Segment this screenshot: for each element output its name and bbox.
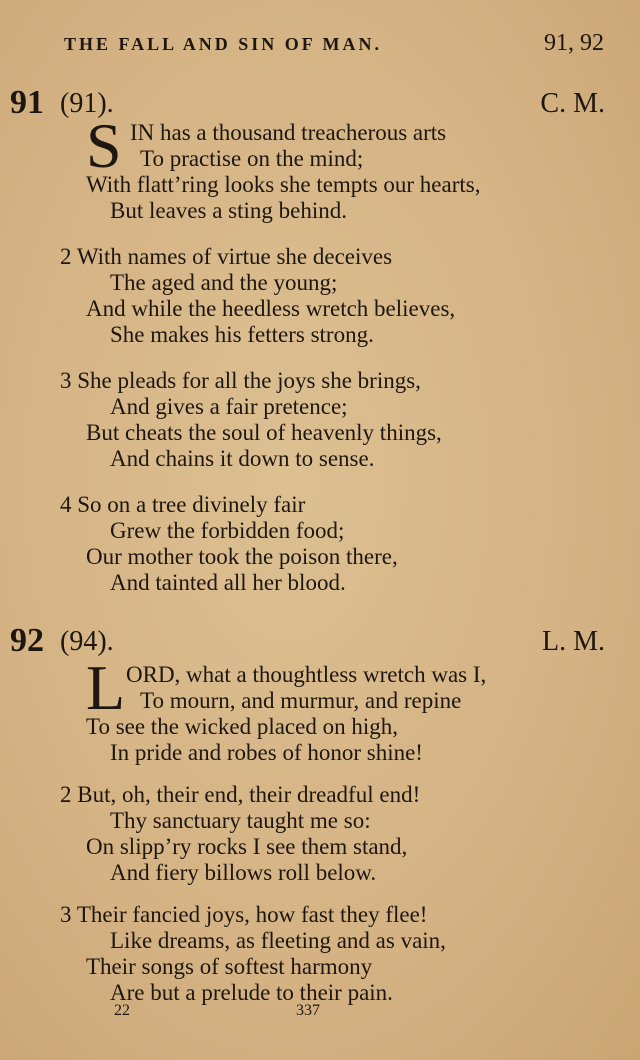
hymn-meter: L. M.	[542, 626, 605, 657]
verse-line: 4 So on a tree divinely fair	[60, 492, 306, 517]
verse-line: 3 Their fancied joys, how fast they flee!	[60, 902, 428, 927]
verse-line: To see the wicked placed on high,	[86, 714, 398, 739]
verse-line: The aged and the young;	[110, 270, 338, 295]
verse-line: And while the heedless wretch believes,	[86, 296, 456, 321]
running-head-title: THE FALL AND SIN OF MAN.	[64, 34, 383, 54]
verse-line: She makes his fetters strong.	[110, 322, 374, 347]
verse-line: Their songs of softest harmony	[86, 954, 373, 979]
verse-line: Like dreams, as fleeting and as vain,	[110, 928, 446, 953]
verse-line: But cheats the soul of heavenly things,	[86, 420, 442, 445]
hymn-number: 91	[10, 84, 44, 121]
verse-line: And chains it down to sense.	[110, 446, 375, 471]
verse-line: ORD, what a thoughtless wretch was I,	[126, 662, 487, 687]
verse-line: And fiery billows roll below.	[110, 860, 377, 885]
running-head-pages: 91, 92	[544, 30, 604, 56]
verse-line: Our mother took the poison there,	[86, 544, 398, 569]
verse-line: Thy sanctuary taught me so:	[110, 808, 371, 833]
verse-line: With flatt’ring looks she tempts our hearts,	[86, 172, 481, 197]
signature-mark: 22	[114, 1002, 130, 1019]
verse-line: 3 She pleads for all the joys she brings,	[60, 368, 421, 393]
drop-cap: S	[86, 110, 122, 181]
verse-line: To practise on the mind;	[140, 146, 364, 171]
verse-line: And gives a fair pretence;	[110, 394, 348, 419]
verse-line: 2 With names of virtue she deceives	[60, 244, 393, 269]
running-head	[64, 30, 604, 60]
hymn-old-number: (94).	[60, 626, 114, 657]
verse-line: And tainted all her blood.	[110, 570, 346, 595]
hymn-old-number: (91).	[60, 88, 114, 119]
verse-line: But leaves a sting behind.	[110, 198, 347, 223]
verse-line: On slipp’ry rocks I see them stand,	[86, 834, 408, 859]
verse-line: 2 But, oh, their end, their dreadful end!	[60, 782, 421, 807]
verse-line: Grew the forbidden food;	[110, 518, 345, 543]
verse-line: To mourn, and murmur, and repine	[140, 688, 462, 713]
verse-line: Are but a prelude to their pain.	[110, 980, 393, 1005]
verse-line: IN has a thousand treacherous arts	[130, 120, 447, 145]
hymn-meter: C. M.	[540, 88, 605, 119]
verse-line: In pride and robes of honor shine!	[110, 740, 423, 765]
page-number: 337	[296, 1002, 320, 1019]
drop-cap: L	[86, 652, 126, 723]
hymn-number: 92	[10, 622, 44, 659]
